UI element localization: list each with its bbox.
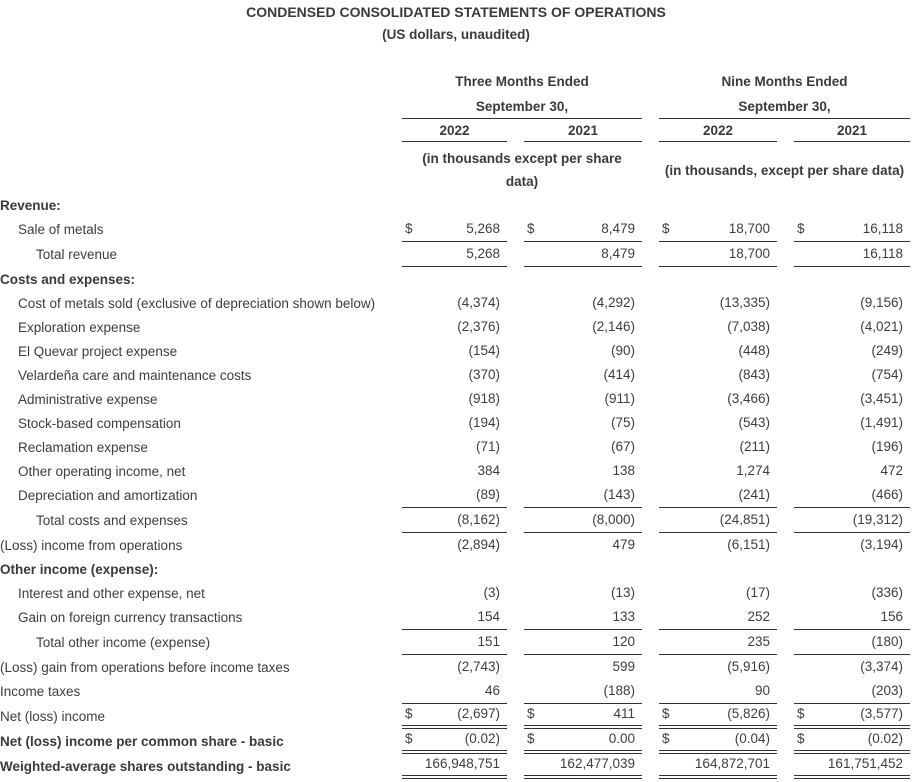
row-label: Income taxes [0,684,81,699]
row-label: Revenue: [0,197,61,213]
value: (188) [603,682,635,698]
value-cell [794,291,910,315]
dollar-sign: $ [527,220,535,236]
table-row [0,435,912,459]
value-cell [402,655,507,679]
value: (90) [610,342,635,358]
year-header-row [659,119,910,142]
value: (7,038) [727,318,770,334]
section-header-row [0,193,912,217]
value-cell [794,581,910,605]
value-cell [524,704,642,729]
table-row [0,363,912,387]
value-cell [659,754,777,779]
value: (5,916) [727,658,770,674]
value-cell [794,339,910,363]
value-cell [659,315,777,339]
value-cell [659,459,777,483]
value: (2,894) [457,536,500,552]
table-row [0,483,912,508]
value: (466) [871,486,903,502]
value-cell [402,315,507,339]
section-header-row [0,267,912,291]
value: (3,466) [727,390,770,406]
value-cell [524,679,642,704]
row-label: Net (loss) income per common share - basic [0,734,284,749]
value: 5,268 [466,245,500,261]
column-group-three-months [402,74,642,193]
value: 1,274 [736,462,770,478]
value-cell [659,508,777,533]
value: (2,697) [457,706,500,721]
value-cell [659,435,777,459]
value-cell [794,704,910,729]
value: 479 [612,536,635,552]
value: (1,491) [860,414,903,430]
value: (24,851) [719,511,770,527]
dollar-sign: $ [662,220,670,236]
value: 46 [484,682,500,698]
value: 0.00 [608,731,635,746]
value: (414) [603,366,635,382]
value-cell [794,630,910,655]
value-cell [524,459,642,483]
value: 384 [477,462,500,478]
value-cell [402,581,507,605]
units-note: (in thousands except per share data) [422,151,622,189]
value-cell [659,581,777,605]
value-cell [402,679,507,704]
period-date: September 30, [659,99,910,119]
value: 8,479 [601,245,635,261]
value: 154 [477,608,500,624]
value: (71) [475,438,500,454]
value-cell [659,729,777,754]
value-cell [402,363,507,387]
year-header-row [402,119,642,142]
year-column-header: 2022 [659,119,777,142]
value-cell [659,411,777,435]
value: 162,477,039 [559,756,635,771]
dollar-sign: $ [527,731,535,746]
value-cell [794,655,910,679]
value-cell [402,217,507,242]
table-row [0,411,912,435]
table-row [0,459,912,483]
value: (843) [738,366,770,382]
row-label: Velardeña care and maintenance costs [18,367,252,383]
value-cell [524,242,642,267]
value-cell [402,435,507,459]
value-cell [524,217,642,242]
value-cell [524,315,642,339]
value: (4,374) [457,294,500,310]
value: (89) [475,486,500,502]
value: 156 [880,608,903,624]
value-cell [524,387,642,411]
value: (0.02) [867,731,903,746]
value: (143) [603,486,635,502]
value-cell [524,291,642,315]
value-cell [659,363,777,387]
table-row [0,630,912,655]
value: (2,146) [592,318,635,334]
value-cell [794,754,910,779]
value-cell [524,754,642,779]
value-cell [659,217,777,242]
value-cell [524,605,642,630]
value: (448) [738,342,770,358]
dollar-sign: $ [405,706,413,721]
table-row [0,508,912,533]
year-column-header: 2021 [794,119,910,142]
value-cell [524,655,642,679]
value-cell [524,533,642,557]
value: (5,826) [727,706,770,721]
value-cell [402,729,507,754]
table-row [0,704,912,729]
table-row [0,217,912,242]
row-label: Stock-based compensation [18,415,181,431]
value-cell [659,655,777,679]
value: 133 [612,608,635,624]
value: (543) [738,414,770,430]
value-cell [659,339,777,363]
value: (8,162) [457,511,500,527]
value-cell [794,242,910,267]
value-cell [794,315,910,339]
dollar-sign: $ [662,706,670,721]
row-label: Sale of metals [18,222,104,237]
value-cell [659,605,777,630]
value-cell [524,729,642,754]
value: (3,194) [860,536,903,552]
dollar-sign: $ [797,220,805,236]
value-cell [524,630,642,655]
year-column-header: 2021 [524,119,642,142]
value-cell [402,339,507,363]
value: 16,118 [862,220,903,236]
value-cell [794,411,910,435]
value: (194) [468,414,500,430]
value: (8,000) [592,511,635,527]
value: (3,451) [860,390,903,406]
value: (4,021) [860,318,903,334]
value: (13,335) [719,294,770,310]
value: (918) [468,390,500,406]
table-row [0,729,912,754]
value-cell [794,435,910,459]
value-cell [659,242,777,267]
value-cell [524,483,642,508]
value-cell [659,679,777,704]
value: (0.04) [734,731,770,746]
value: (370) [468,366,500,382]
value: (6,151) [727,536,770,552]
row-label: Weighted-average shares outstanding - basic [0,759,291,774]
value-cell [794,459,910,483]
value-cell [402,630,507,655]
row-label: Total costs and expenses [36,513,188,528]
value-cell [524,435,642,459]
table-row [0,387,912,411]
value: (754) [871,366,903,382]
row-label: (Loss) income from operations [0,537,183,553]
period-date: September 30, [402,99,642,119]
dollar-sign: $ [527,706,535,721]
value-cell [402,387,507,411]
value: 472 [880,462,903,478]
table-row [0,581,912,605]
value: (3) [483,584,500,600]
value-cell [794,508,910,533]
table-row [0,339,912,363]
dollar-sign: $ [797,731,805,746]
value: (196) [871,438,903,454]
row-label: Exploration expense [18,319,141,335]
dollar-sign: $ [797,706,805,721]
value: (154) [468,342,500,358]
value: 411 [613,706,635,721]
table-row [0,679,912,704]
row-label: Reclamation expense [18,439,148,455]
value: (3,374) [860,658,903,674]
value: (75) [610,414,635,430]
value: 235 [747,633,770,649]
row-label: El Quevar project expense [18,343,178,359]
value-cell [659,533,777,557]
value-cell [524,508,642,533]
value: 90 [754,682,770,698]
value: (13) [610,584,635,600]
value: (67) [610,438,635,454]
value: (0.02) [464,731,500,746]
value: (17) [745,584,770,600]
value-cell [402,291,507,315]
value-cell [524,581,642,605]
value-cell [794,533,910,557]
row-label: Total revenue [36,247,118,262]
row-label: Costs and expenses: [0,271,136,287]
row-label: Net (loss) income [0,709,106,724]
value-cell [659,630,777,655]
value: 599 [612,658,635,674]
value: (2,743) [457,658,500,674]
row-label: Interest and other expense, net [18,585,205,601]
row-label: Gain on foreign currency transactions [18,610,243,625]
dollar-sign: $ [662,731,670,746]
value-cell [402,411,507,435]
value: (911) [604,390,635,406]
year-column-header: 2022 [402,119,507,142]
document-title: CONDENSED CONSOLIDATED STATEMENTS OF OPERATIONS [246,4,666,20]
value-cell [659,704,777,729]
dollar-sign: $ [405,220,413,236]
table-row [0,655,912,679]
value: 120 [612,633,635,649]
value-cell [794,605,910,630]
value: 161,751,452 [827,756,903,771]
value-cell [402,533,507,557]
row-label: (Loss) gain from operations before income taxes [0,659,290,675]
value-cell [659,291,777,315]
value: 8,479 [601,220,635,236]
table-row [0,315,912,339]
value-cell [794,387,910,411]
period-title: Nine Months Ended [721,74,848,89]
value: (9,156) [860,294,903,310]
value: (4,292) [592,294,635,310]
value-cell [794,217,910,242]
value: (336) [871,584,903,600]
value-cell [659,483,777,508]
value-cell [402,508,507,533]
value: (19,312) [852,511,903,527]
value: 164,872,701 [694,756,770,771]
row-label: Other operating income, net [18,463,186,479]
value: (203) [871,682,903,698]
value: 166,948,751 [424,756,500,771]
row-label: Other income (expense): [0,561,159,577]
value: (2,376) [457,318,500,334]
value: 18,700 [728,245,770,261]
value: 16,118 [862,245,903,261]
value-cell [659,387,777,411]
table-row [0,242,912,267]
value-cell [402,483,507,508]
row-label: Cost of metals sold (exclusive of depreciation shown below) [18,295,376,311]
value: 5,268 [466,220,500,236]
value-cell [794,483,910,508]
value-cell [402,242,507,267]
table-body [0,193,912,779]
table-row [0,754,912,779]
column-group-nine-months [659,74,910,182]
value-cell [794,679,910,704]
table-row [0,605,912,630]
value: 138 [612,462,635,478]
units-note: (in thousands, except per share data) [664,163,905,178]
value: (3,577) [860,706,903,721]
value-cell [794,729,910,754]
value-cell [794,363,910,387]
value-cell [402,605,507,630]
value: (180) [871,633,903,649]
table-row [0,533,912,557]
value-cell [402,704,507,729]
document-subtitle: (US dollars, unaudited) [382,27,530,42]
value-cell [402,754,507,779]
value: 252 [747,608,770,624]
value: 18,700 [728,220,770,236]
section-header-row [0,557,912,581]
value-cell [524,411,642,435]
row-label: Administrative expense [18,391,158,407]
value: (249) [871,342,903,358]
dollar-sign: $ [405,731,413,746]
row-label: Depreciation and amortization [18,488,198,503]
value-cell [524,339,642,363]
value: 151 [477,633,500,649]
table-row [0,291,912,315]
row-label: Total other income (expense) [36,635,211,650]
period-title: Three Months Ended [455,74,589,89]
value: (241) [738,486,770,502]
value: (211) [739,438,770,454]
value-cell [524,363,642,387]
value-cell [402,459,507,483]
